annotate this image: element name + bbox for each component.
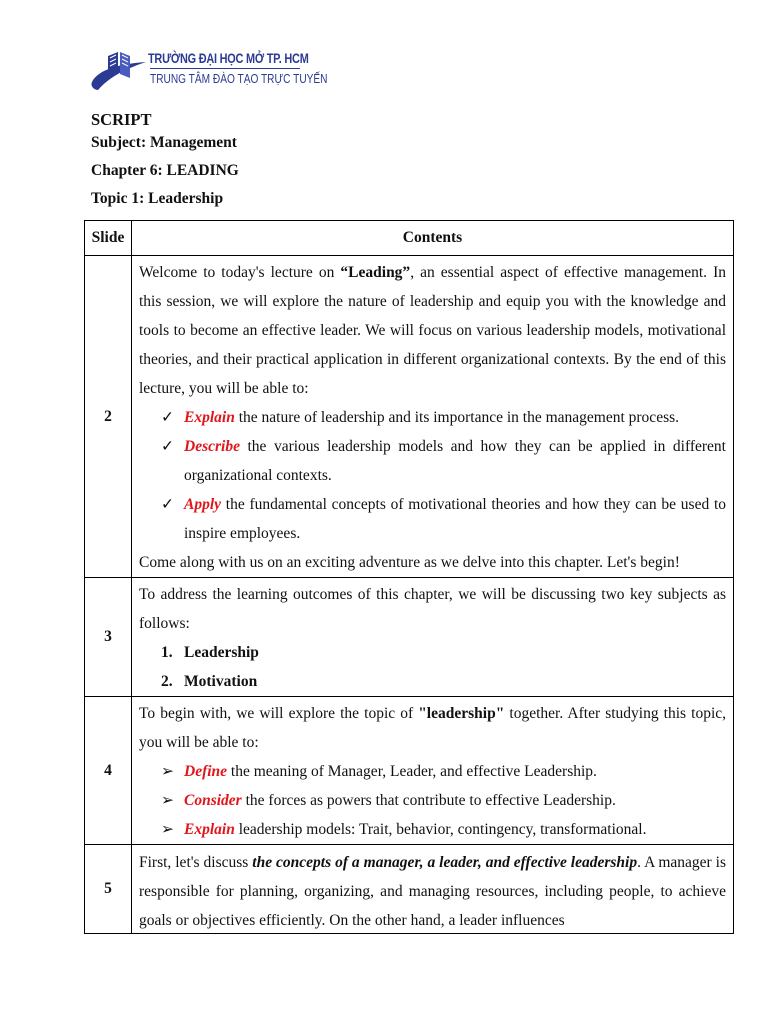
- closing-paragraph: Come along with us on an exciting adventure as we delve into this chapter. Let's begin!: [139, 554, 680, 571]
- arrow-bullet-icon: ➢: [161, 763, 174, 780]
- objective-text: the meaning of Manager, Leader, and effective Leadership.: [227, 763, 597, 780]
- logo-divider: [150, 68, 300, 69]
- slide-number: 5: [85, 845, 132, 934]
- intro-emphasis: "leadership": [418, 705, 505, 722]
- intro-paragraph: [139, 258, 726, 403]
- intro-paragraph: [139, 848, 726, 932]
- objective-text: the various leadership models and how they can be applied in different organizational contexts.: [184, 438, 726, 484]
- logo-subtitle: TRUNG TÂM ĐÀO TẠO TRỰC TUYẾN: [150, 71, 328, 86]
- objective-text: the nature of leadership and its importance in the management process.: [234, 409, 680, 426]
- script-heading: SCRIPT: [91, 110, 152, 129]
- slide-number: 2: [85, 256, 132, 578]
- subject-line: Subject: Management: [91, 134, 237, 151]
- table-row: [85, 256, 734, 578]
- intro-emphasis: the concepts of a manager, a leader, and effective leadership: [252, 854, 638, 871]
- item-number: 2.: [161, 673, 173, 690]
- intro-text: To begin with, we will explore the topic of: [139, 705, 419, 722]
- checkmark-icon: ✓: [161, 438, 174, 455]
- objectives-list: [139, 403, 726, 548]
- slide-contents: [132, 256, 734, 578]
- objective-verb: Apply: [184, 496, 222, 513]
- slide-contents: [132, 578, 734, 697]
- table-row: [85, 697, 734, 845]
- table-row: [85, 845, 734, 934]
- list-item: [161, 815, 726, 844]
- intro-emphasis: “Leading”: [340, 264, 411, 281]
- intro-text: Welcome to today's lecture on: [139, 264, 341, 281]
- table-header-row: [85, 221, 734, 256]
- subjects-list: [139, 638, 726, 696]
- logo-title: TRƯỜNG ĐẠI HỌC MỞ TP. HCM: [148, 50, 309, 66]
- list-item: [161, 403, 726, 432]
- intro-text-cont: together. After studying this topic, you will be able to:: [139, 705, 727, 751]
- intro-text-cont: , an essential aspect of effective management. In this session, we will explore the nature of leadership and equip you with the knowledge and tools to become an effective leader. We will focus on various leadership models, motivational theories, and their practical application in different organizational contexts. By the end of this lecture, you will be able to:: [139, 264, 727, 397]
- script-table: [84, 220, 734, 934]
- contents-column-header: Contents: [132, 221, 734, 256]
- arrow-bullet-icon: ➢: [161, 792, 174, 809]
- objective-verb: Describe: [184, 438, 240, 455]
- topic-line: Topic 1: Leadership: [91, 190, 224, 207]
- slide-contents: [132, 845, 734, 934]
- objective-verb: Consider: [184, 792, 242, 809]
- slide-contents: [132, 697, 734, 845]
- item-text: Leadership: [184, 644, 259, 661]
- objective-verb: Explain: [184, 821, 235, 838]
- book-logo-icon: [88, 48, 150, 94]
- intro-paragraph: [139, 699, 726, 757]
- checkmark-icon: ✓: [161, 409, 174, 426]
- university-logo: [88, 46, 328, 96]
- table-row: [85, 578, 734, 697]
- objectives-list: [139, 757, 726, 844]
- objective-text: the forces as powers that contribute to effective Leadership.: [241, 792, 616, 809]
- list-item: [161, 757, 726, 786]
- list-item: [161, 490, 726, 548]
- slide-column-header: Slide: [85, 221, 132, 256]
- intro-text: First, let's discuss: [139, 854, 253, 871]
- objective-text: leadership models: Trait, behavior, contingency, transformational.: [234, 821, 647, 838]
- list-item: [161, 667, 726, 696]
- checkmark-icon: ✓: [161, 496, 174, 513]
- arrow-bullet-icon: ➢: [161, 821, 174, 838]
- item-number: 1.: [161, 644, 173, 661]
- intro-text-cont: . A manager is responsible for planning, organizing, and managing resources, including people, to achieve goals or objectives efficiently. On the other hand, a leader influences: [139, 854, 726, 929]
- item-text: Motivation: [184, 673, 258, 690]
- list-item: [161, 432, 726, 490]
- list-item: [161, 638, 726, 667]
- objective-text: the fundamental concepts of motivational theories and how they can be used to inspire employees.: [184, 496, 726, 542]
- intro-paragraph: To address the learning outcomes of this chapter, we will be discussing two key subjects as follows:: [139, 586, 726, 632]
- slide-number: 4: [85, 697, 132, 845]
- slide-number: 3: [85, 578, 132, 697]
- chapter-line: Chapter 6: LEADING: [91, 162, 239, 179]
- objective-verb: Explain: [184, 409, 235, 426]
- list-item: [161, 786, 726, 815]
- objective-verb: Define: [184, 763, 228, 780]
- truncated-paragraph: [139, 848, 726, 932]
